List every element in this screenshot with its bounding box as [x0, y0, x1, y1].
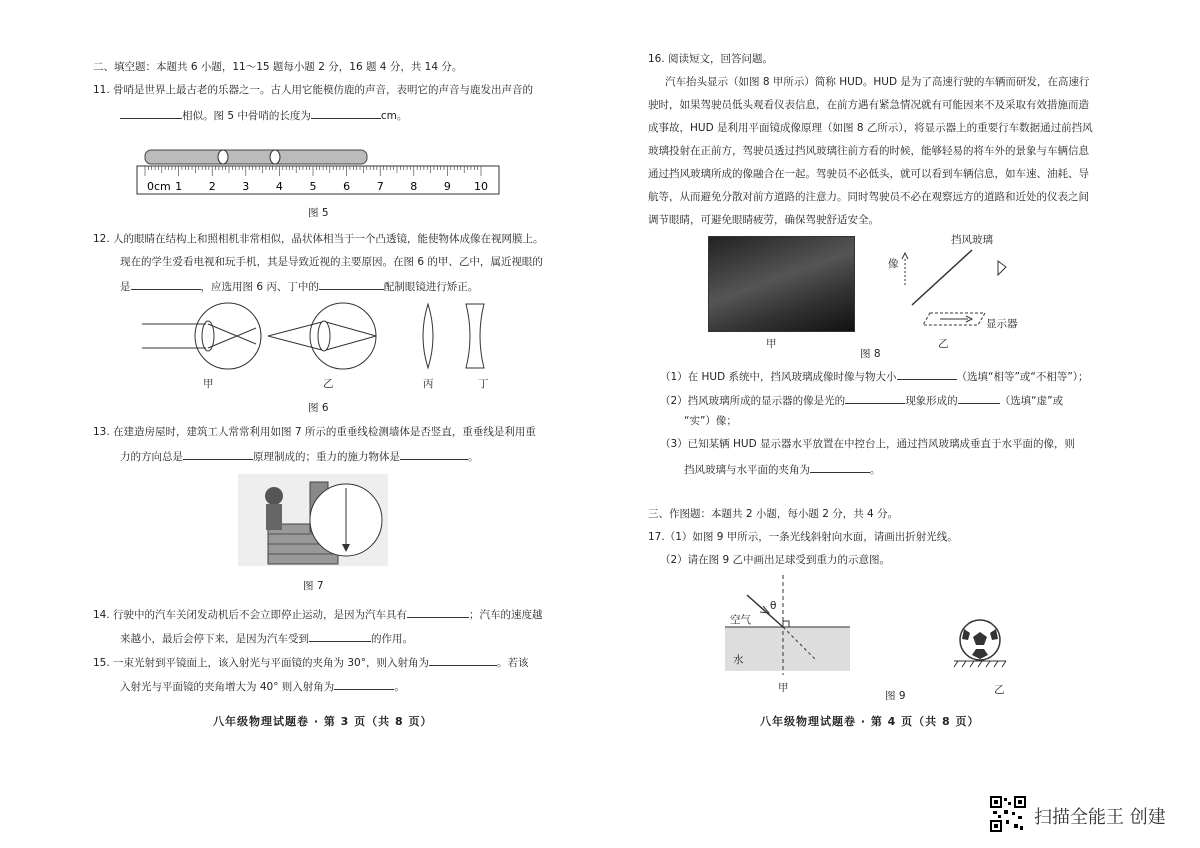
fig6-label-jia: 甲 [203, 378, 214, 390]
ruler-label: 0cm [147, 180, 171, 193]
figure-5-caption: 图 5 [308, 207, 329, 219]
q16-para-1: 汽车抬头显示（如图 8 甲所示）简称 HUD。HUD 是为了高速行驶的车辆而研发，在高速行 [665, 76, 1090, 88]
fig9-label-yi: 乙 [994, 684, 1005, 696]
answer-blank[interactable] [429, 654, 497, 666]
answer-blank[interactable] [311, 107, 381, 119]
q12-line3: 是 ，应选用图 6 丙、丁中的 配制眼镜进行矫正。 [120, 278, 478, 294]
q16-sub3: （3）已知某辆 HUD 显示器水平放置在中控台上，通过挡风玻璃成垂直于水平面的像，则 [660, 438, 1076, 450]
q13-line2: 力的方向总是 原理制成的；重力的施力物体是 。 [120, 448, 479, 464]
fig8-label-yi: 乙 [938, 338, 949, 350]
q16-para-4: 玻璃投射在正前方，驾驶员透过挡风玻璃往前方看的时候，能够轻易的将车外的景象与车辆信息 [648, 145, 1089, 157]
q16-para-3: 成事故，HUD 是利用平面镜成像原理（如图 8 乙所示），将显示器上的重要行车数据通过前挡风 [648, 122, 1093, 134]
q16-para-5: 通过挡风玻璃所成的像融合在一起。驾驶员不必低头，就可以看到车辆信息，如车速、油耗、导 [648, 168, 1089, 180]
answer-blank[interactable] [400, 448, 468, 460]
fig9-label-theta: θ [770, 600, 777, 612]
ruler-label: 3 [242, 180, 250, 193]
figure-5-bone-whistle-ruler [135, 138, 505, 198]
fig8-label-image: 像 [888, 258, 899, 270]
footer-page-3: 八年级物理试题卷 · 第 3 页（共 8 页） [213, 715, 433, 728]
section-2-heading: 二、填空题：本题共 6 小题，11～15 题每小题 2 分，16 题 4 分，共 14 分。 [93, 61, 463, 73]
qr-code-icon [990, 796, 1026, 832]
fig8-label-jia: 甲 [766, 338, 777, 350]
footer-page-4: 八年级物理试题卷 · 第 4 页（共 8 页） [760, 715, 980, 728]
figure-7-caption: 图 7 [303, 580, 324, 592]
answer-blank[interactable] [120, 107, 182, 119]
ruler-label: 2 [208, 180, 216, 193]
scanner-watermark: 扫描全能王 创建 [1034, 807, 1166, 828]
ruler-label: 10 [474, 180, 488, 193]
q16-para-2: 驶时，如果驾驶员低头观看仪表信息，在前方遇有紧急情况就有可能因来不及采取有效措施而造 [648, 99, 1089, 111]
answer-blank[interactable] [183, 448, 253, 460]
answer-blank[interactable] [131, 278, 201, 290]
ruler-label: 4 [275, 180, 283, 193]
fig8-label-display: 显示器 [986, 318, 1018, 330]
figure-6-caption: 图 6 [308, 402, 329, 414]
ruler-label: 8 [410, 180, 418, 193]
fig9-label-water: 水 [733, 654, 744, 666]
q15-line2: 入射光与平面镜的夹角增大为 40° 则入射角为 。 [120, 678, 405, 694]
q11-line1: 11. 骨哨是世界上最古老的乐器之一。古人用它能模仿鹿的声音，表明它的声音与鹿发出声音的 [93, 84, 534, 96]
q16-para-6: 航等，从而避免分散对前方道路的注意力。同时驾驶员不必在观察远方的道路和近处的仪表之间 [648, 191, 1089, 203]
q11-line2: 相似。图 5 中骨哨的长度为 cm。 [120, 107, 407, 123]
figure-8-caption: 图 8 [860, 348, 881, 360]
q15-line1: 15. 一束光射到平镜面上，该入射光与平面镜的夹角为 30°，则入射角为 。若该 [93, 654, 528, 670]
figure-8-hud-photo [708, 236, 855, 332]
answer-blank[interactable] [845, 392, 905, 404]
ruler-label: 7 [376, 180, 384, 193]
section-3-heading: 三、作图题：本题共 2 小题，每小题 2 分，共 4 分。 [648, 508, 899, 520]
figure-9-football [952, 615, 1008, 675]
figure-9-caption: 图 9 [885, 690, 906, 702]
answer-blank[interactable] [958, 392, 1000, 404]
q14-line2: 来越小，最后会停下来，是因为汽车受到 的作用。 [120, 630, 413, 646]
q16-para-7: 调节眼睛，可避免眼睛疲劳，确保驾驶舒适安全。 [648, 214, 879, 226]
answer-blank[interactable] [407, 606, 469, 618]
fig9-label-air: 空气 [730, 614, 751, 626]
q12-line2: 现在的学生爱看电视和玩手机，其是导致近视的主要原因。在图 6 的甲、乙中，属近视眼的 [120, 256, 543, 268]
q12-line1: 12. 人的眼睛在结构上和照相机非常相似，晶状体相当于一个凸透镜，能使物体成像在视网膜上。 [93, 233, 544, 245]
figure-9-refraction [725, 575, 855, 680]
fig6-label-bing: 丙 [423, 378, 434, 390]
fig6-label-ding: 丁 [478, 378, 489, 390]
answer-blank[interactable] [319, 278, 384, 290]
q16-sub2: （2）挡风玻璃所成的显示器的像是光的 现象形成的 （选填“虚”或 [660, 392, 1063, 408]
answer-blank[interactable] [334, 678, 394, 690]
figure-7-plumb-line [238, 474, 388, 566]
q16-sub1: （1）在 HUD 系统中，挡风玻璃成像时像与物大小 （选填“相等”或“不相等”）； [660, 368, 1089, 384]
q17-line2: （2）请在图 9 乙中画出足球受到重力的示意图。 [660, 554, 891, 566]
q16-sub3-cont: 挡风玻璃与水平面的夹角为 。 [684, 461, 881, 477]
answer-blank[interactable] [309, 630, 371, 642]
q16-heading: 16. 阅读短文，回答问题。 [648, 53, 774, 65]
q16-sub2-cont: “实”）像； [684, 415, 737, 427]
ruler-label: 1 [175, 180, 183, 193]
q13-line1: 13. 在建造房屋时，建筑工人常常利用如图 7 所示的重垂线检测墙体是否竖直，重垂线是利用重 [93, 426, 536, 438]
fig6-label-yi: 乙 [323, 378, 334, 390]
answer-blank[interactable] [810, 461, 870, 473]
ruler-label: 9 [443, 180, 451, 193]
fig9-label-jia: 甲 [778, 682, 789, 694]
figure-6-eyes-lenses [138, 298, 498, 378]
answer-blank[interactable] [897, 368, 957, 380]
q14-line1: 14. 行驶中的汽车关闭发动机后不会立即停止运动，是因为汽车具有 ；汽车的速度越 [93, 606, 543, 622]
ruler-label: 5 [309, 180, 317, 193]
q17-line1: 17.（1）如图 9 甲所示，一条光线斜射向水面，请画出折射光线。 [648, 531, 958, 543]
right-page [600, 0, 1200, 848]
fig8-label-windshield: 挡风玻璃 [951, 234, 993, 246]
ruler-label: 6 [343, 180, 351, 193]
